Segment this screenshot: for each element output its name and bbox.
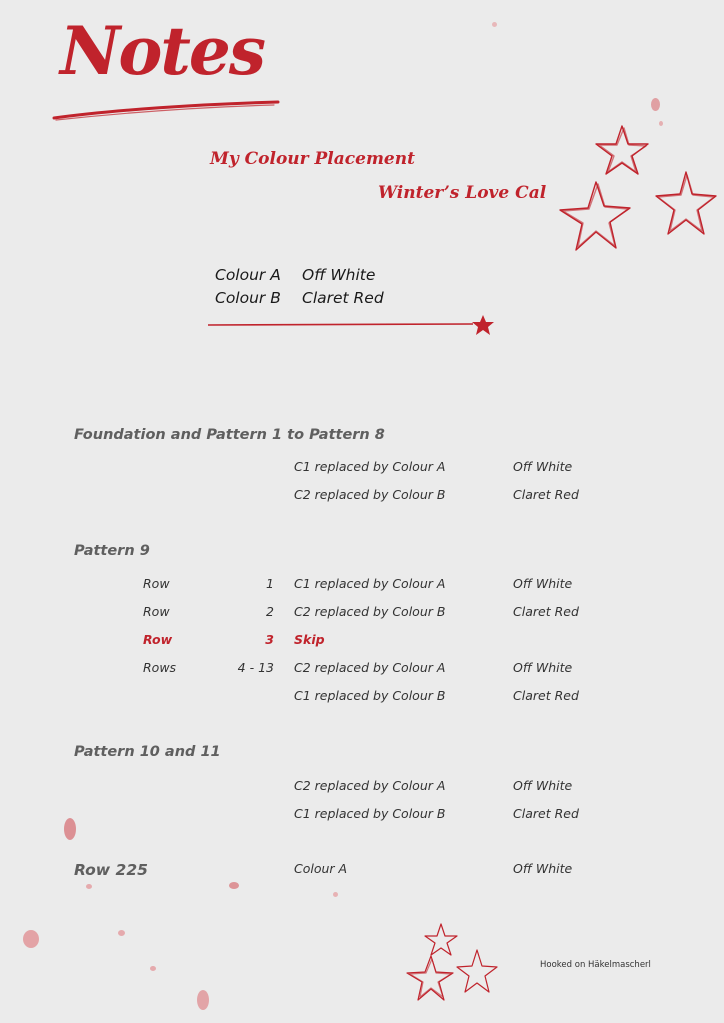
colour-value: Off White [513, 778, 573, 793]
row-label: Row [143, 604, 170, 619]
section-heading-pattern9: Pattern 9 [74, 543, 150, 559]
skip-instruction: Skip [294, 632, 325, 647]
star-icon [563, 184, 628, 247]
paper-speck [197, 990, 209, 1010]
paper-speck [64, 818, 76, 840]
star-icon [410, 959, 451, 997]
instruction: C1 replaced by Colour B [294, 688, 446, 703]
colour-value: Claret Red [513, 604, 579, 619]
colour-value: Off White [513, 861, 573, 876]
instruction: C2 replaced by Colour B [294, 487, 446, 502]
divider-with-star [208, 313, 498, 339]
footer-credit: Hooked on Häkelmascherl [540, 960, 651, 970]
colour-key-label: Colour A [215, 266, 281, 284]
paper-speck [118, 930, 125, 936]
subtitle: My Colour Placement [210, 149, 415, 169]
star-cluster-top [558, 122, 724, 268]
instruction: C2 replaced by Colour A [294, 778, 446, 793]
colour-value: Claret Red [513, 806, 579, 821]
row-label: Row [143, 576, 170, 591]
row-number: 4 - 13 [237, 660, 274, 675]
instruction: Colour A [294, 861, 348, 876]
star-icon [599, 128, 646, 172]
row-label: Rows [143, 660, 177, 675]
colour-key-a [215, 266, 375, 284]
colour-value: Claret Red [513, 688, 579, 703]
paper-speck [150, 966, 156, 971]
row-label-skip: Row [143, 632, 173, 647]
colour-key-value: Claret Red [302, 289, 384, 307]
colour-key-value: Off White [302, 266, 376, 284]
star-icon [472, 315, 494, 335]
paper-speck [492, 22, 497, 27]
paper-speck [651, 98, 660, 111]
colour-value: Off White [513, 459, 573, 474]
paper-speck [333, 892, 338, 897]
star-icon [457, 950, 497, 992]
section-heading-row225: Row 225 [74, 861, 148, 879]
paper-speck [229, 882, 239, 889]
colour-key-b [215, 289, 384, 307]
row-number: 2 [266, 604, 274, 619]
instruction: C1 replaced by Colour B [294, 806, 446, 821]
instruction: C1 replaced by Colour A [294, 576, 446, 591]
star-cluster-bottom [403, 920, 499, 1006]
instruction: C2 replaced by Colour A [294, 660, 446, 675]
section-heading-pattern10: Pattern 10 and 11 [74, 744, 221, 760]
row-number: 1 [266, 576, 274, 591]
section-heading-foundation: Foundation and Pattern 1 to Pattern 8 [74, 427, 385, 443]
page-title: Notes [60, 12, 264, 90]
star-icon [658, 175, 714, 231]
instruction: C2 replaced by Colour B [294, 604, 446, 619]
colour-value: Off White [513, 660, 573, 675]
row-number-skip: 3 [265, 632, 274, 647]
instruction: C1 replaced by Colour A [294, 459, 446, 474]
colour-key-label: Colour B [215, 289, 281, 307]
colour-value: Off White [513, 576, 573, 591]
cal-name: Winter’s Love Cal [378, 183, 547, 203]
star-icon [425, 924, 457, 955]
colour-value: Claret Red [513, 487, 579, 502]
paper-speck [86, 884, 92, 889]
title-underline [52, 96, 280, 124]
paper-speck [23, 930, 39, 948]
